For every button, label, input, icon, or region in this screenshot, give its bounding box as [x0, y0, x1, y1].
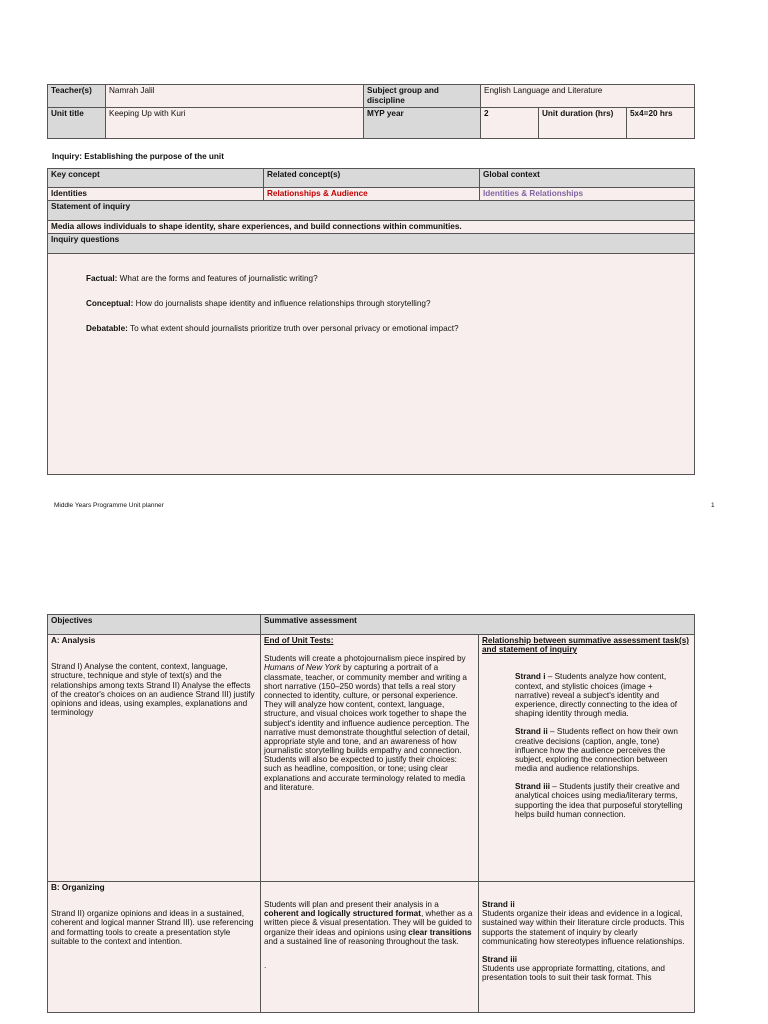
related-concept-label: Related concept(s) [264, 169, 480, 188]
subject-label: Subject group and discipline [364, 85, 481, 108]
organizing-task-cell [261, 882, 479, 1013]
subject-value: English Language and Literature [481, 85, 695, 108]
page-number: 1 [711, 502, 715, 509]
conceptual-question: Conceptual: How do journalists shape identity and influence relationships through storytelling? [86, 299, 431, 308]
footer-title: Middle Years Programme Unit planner [54, 502, 164, 509]
criterion-a-heading: A: Analysis [51, 636, 96, 645]
unit-title-value: Keeping Up with Kuri [106, 108, 364, 139]
teacher-label: Teacher(s) [48, 85, 106, 108]
unit-title-label: Unit title [48, 108, 106, 139]
criterion-a-strands: Strand I) Analyse the content, context, language, structure, technique and style of text(s) and the relationships among texts Strand II) Analyse the effects of the creator's choices on an audience Strand III) justify opinions and ideas, using examples, explanations and terminology [51, 662, 255, 718]
criterion-a-cell [48, 635, 261, 882]
myp-year-value: 2 [481, 108, 539, 139]
inquiry-heading: Inquiry: Establishing the purpose of the unit [52, 152, 224, 161]
global-context-value: Identities & Relationships [480, 188, 695, 201]
end-tests-label: End of Unit Tests: [264, 636, 334, 645]
summative-task-cell [261, 635, 479, 882]
objectives-table [47, 614, 695, 1013]
myp-year-label: MYP year [364, 108, 481, 139]
statement-value: Media allows individuals to shape identity, share experiences, and build connections within communities. [48, 221, 695, 234]
inquiry-table [47, 168, 695, 475]
strand-iii: Strand iii – Students justify their creative and analytical choices using media/literary terms, supporting the idea that purposeful storytelling helps build human connection. [515, 782, 683, 819]
unit-header-table [47, 84, 695, 139]
unit-duration-label: Unit duration (hrs) [539, 108, 627, 139]
summative-label: Summative assessment [261, 615, 695, 635]
statement-label: Statement of inquiry [48, 201, 695, 221]
factual-question: Factual: What are the forms and features of journalistic writing? [86, 274, 318, 283]
objectives-label: Objectives [48, 615, 261, 635]
organizing-relationship-cell [479, 882, 695, 1013]
inquiry-questions-label: Inquiry questions [48, 234, 695, 254]
relationship-cell [479, 635, 695, 882]
relationship-label: Relationship between summative assessment task(s) and statement of inquiry [482, 636, 690, 655]
b-strand-ii: Strand ii Students organize their ideas and evidence in a logical, sustained way within their literature circle products. This supports the statement of inquiry by clearly communicating how stereotypes influence relationships. [482, 900, 685, 946]
organizing-dot: . [264, 960, 267, 970]
b-strand-iii: Strand iii Students use appropriate formatting, citations, and presentation tools to suit their task format. This [482, 954, 665, 983]
key-concept-label: Key concept [48, 169, 264, 188]
criterion-b-heading: B: Organizing [51, 883, 105, 892]
teacher-value: Namrah Jalil [106, 85, 364, 108]
inquiry-questions-box [48, 254, 695, 475]
summative-description: Students will create a photojournalism piece inspired by Humans of New York by capturing a portrait of a classmate, teacher, or community member and writing a short narrative (150–250 words) that tells a real story connected to identity, culture, or personal experience. They will analyze how content, context, language, structure, and visual choices work together to shape the subject's identity and influence audience perception. The narrative must demonstrate thoughtful selection of detail, appropriate style and tone, and an awareness of how journalistic storytelling builds empathy and connection. Students will also be expected to justify their choices: such as headline, composition, or tone; using clear explanations and accurate terminology related to media and literature. [264, 654, 470, 792]
strand-ii: Strand ii – Students reflect on how their own creative decisions (caption, angle, tone) influence how the audience perceives the subject, exploring the connection between media and audience relationships. [515, 727, 678, 774]
criterion-b-strands: Strand II) organize opinions and ideas in a sustained, coherent and logical manner Strand III). use referencing and formatting tools to create a presentation style suitable to the context and intention. [51, 909, 254, 946]
global-context-label: Global context [480, 169, 695, 188]
organizing-description: Students will plan and present their analysis in a coherent and logically structured format, whether as a written piece & visual presentation. They will be guided to organize their ideas and opinions using clear transitions and a sustained line of reasoning throughout the task. [264, 900, 473, 946]
debatable-question: Debatable: To what extent should journalists prioritize truth over personal privacy or emotional impact? [86, 324, 459, 333]
strand-i: Strand i – Students analyze how content, context, and stylistic choices (image + narrative) reveal a subject's identity and experience, directly connecting to the idea of shaping identity through media. [515, 672, 678, 719]
key-concept-value: Identities [48, 188, 264, 201]
criterion-b-cell [48, 882, 261, 1013]
unit-duration-value: 5x4=20 hrs [627, 108, 695, 139]
related-concept-value: Relationships & Audience [264, 188, 480, 201]
